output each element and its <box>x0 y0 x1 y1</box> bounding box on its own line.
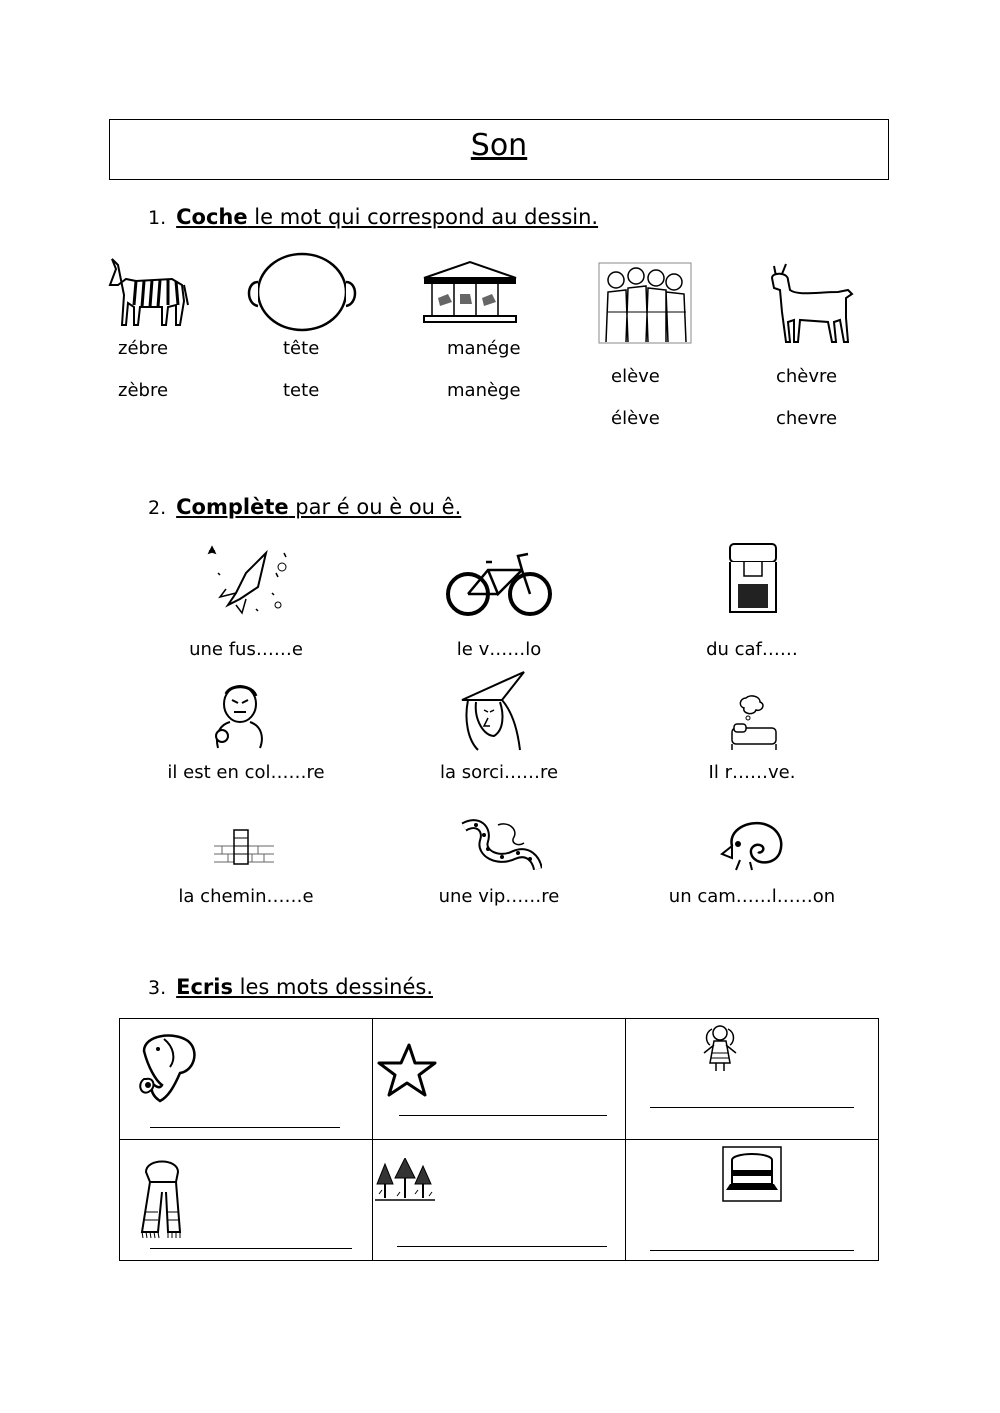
caption-bicycle: le v……lo <box>456 639 542 660</box>
zebra-icon <box>106 255 190 327</box>
coffee-maker-icon <box>724 540 782 614</box>
choice-zebra-a[interactable]: zébre <box>118 338 169 359</box>
cell-hat <box>626 1140 879 1261</box>
caption-chameleon: un cam……l……on <box>668 886 836 907</box>
section1-heading <box>148 205 598 229</box>
cell-elephant <box>120 1019 373 1140</box>
caption-rocket: une fus……e <box>189 639 303 660</box>
witch-icon <box>458 670 530 752</box>
cell-doll <box>626 1019 879 1140</box>
bicycle-icon <box>446 548 552 618</box>
title-box <box>109 119 889 180</box>
chameleon-icon <box>718 816 790 872</box>
choice-head-b[interactable]: tete <box>283 380 320 401</box>
choice-carousel-a[interactable]: manége <box>447 338 521 359</box>
section1-number: 1. <box>148 207 167 229</box>
carousel-icon <box>420 258 520 324</box>
answer-line-6[interactable] <box>650 1250 854 1251</box>
section2-instruction: par é ou è ou ê. <box>288 495 462 519</box>
hat-icon <box>722 1146 782 1202</box>
cell-forest <box>373 1140 626 1261</box>
cell-star <box>373 1019 626 1140</box>
choice-students-a[interactable]: elève <box>611 366 660 387</box>
star-icon <box>375 1041 439 1101</box>
section2-verb: Complète <box>176 495 289 519</box>
answer-line-5[interactable] <box>397 1246 607 1247</box>
forest-icon <box>375 1158 435 1202</box>
answer-line-1[interactable] <box>150 1127 340 1128</box>
choice-head-a[interactable]: tête <box>283 338 320 359</box>
choice-students-b[interactable]: élève <box>611 408 660 429</box>
answer-line-4[interactable] <box>150 1248 352 1249</box>
elephant-icon <box>134 1027 200 1103</box>
students-icon <box>598 262 692 344</box>
dreaming-bed-icon <box>728 694 780 752</box>
section2-heading <box>148 495 461 519</box>
section3-verb: Ecris <box>176 975 233 999</box>
section3-instruction: les mots dessinés. <box>233 975 434 999</box>
caption-angry: il est en col……re <box>167 762 325 783</box>
section3-number: 3. <box>148 977 167 999</box>
head-icon <box>244 252 360 332</box>
words-table <box>119 1018 879 1261</box>
goat-icon <box>768 262 856 344</box>
page-title: Son <box>470 128 528 163</box>
caption-dream: Il r……ve. <box>708 762 796 783</box>
choice-goat-b[interactable]: chevre <box>776 408 838 429</box>
choice-carousel-b[interactable]: manège <box>447 380 521 401</box>
section1-verb: Coche <box>176 205 248 229</box>
scarf-icon <box>136 1152 190 1240</box>
caption-witch: la sorci……re <box>439 762 559 783</box>
caption-snake: une vip……re <box>438 886 560 907</box>
choice-goat-a[interactable]: chèvre <box>776 366 838 387</box>
section2-number: 2. <box>148 497 167 519</box>
caption-chimney: la chemin……e <box>178 886 314 907</box>
angry-man-icon <box>210 682 268 752</box>
cell-scarf <box>120 1140 373 1261</box>
choice-zebra-b[interactable]: zèbre <box>118 380 169 401</box>
doll-icon <box>702 1023 738 1073</box>
chimney-icon <box>214 826 274 868</box>
snake-icon <box>458 815 542 873</box>
section3-heading <box>148 975 433 999</box>
section1-instruction: le mot qui correspond au dessin. <box>247 205 599 229</box>
answer-line-3[interactable] <box>650 1107 854 1108</box>
rocket-icon <box>206 543 292 615</box>
answer-line-2[interactable] <box>399 1115 607 1116</box>
caption-coffee: du caf…… <box>706 639 798 660</box>
